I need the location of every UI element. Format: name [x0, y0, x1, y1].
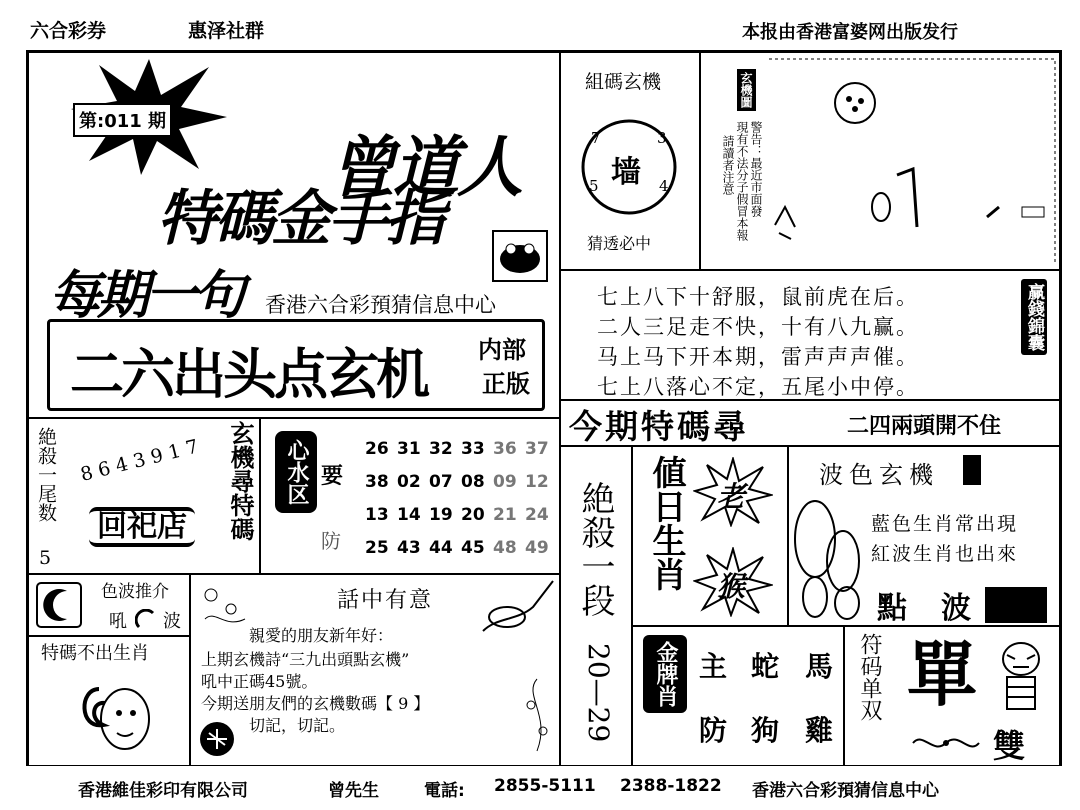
gold-label: 金牌肖	[643, 635, 687, 713]
talk-line-5: 切記，切記。	[249, 716, 346, 735]
combo-center: 墙	[611, 155, 641, 190]
duty-label: 値日生肖	[646, 455, 686, 591]
number-cell: 12	[525, 472, 549, 492]
talk-title: 話中有意	[337, 588, 434, 613]
oddeven-big: 單	[907, 634, 977, 716]
wave-point-2: 波	[941, 591, 971, 626]
main-subtitle: 特碼金手指	[157, 184, 442, 254]
moon-icon	[35, 581, 83, 629]
header-right: 本报由香港富婆网出版发行	[742, 22, 958, 43]
number-cell: 38	[365, 472, 389, 492]
water-label: 心水区	[275, 431, 317, 513]
special-title: 今期特碼尋	[569, 407, 749, 446]
number-cell: 32	[429, 439, 453, 459]
footer-tel-label: 電話:	[424, 781, 465, 801]
footer-company: 香港維佳彩印有限公司	[78, 781, 248, 801]
riddle-text: 二六出头点玄机	[70, 343, 427, 406]
gold-z1: 主	[699, 650, 728, 683]
tail-logo: 回祀店	[89, 507, 195, 547]
seal-icon	[197, 719, 237, 759]
talk-line-4: 今期送朋友們的玄機數碼【 9 】	[201, 694, 430, 713]
ornament-icon	[909, 731, 983, 755]
poem-panel	[560, 270, 1060, 400]
tail-label: 絶殺一尾数	[35, 427, 57, 522]
crescent-icon	[135, 609, 157, 631]
colorwave-title: 色波推介	[101, 582, 169, 602]
tiger-icon	[993, 637, 1049, 717]
combo-n4: 4	[659, 177, 669, 195]
number-cell: 33	[461, 439, 485, 459]
gold-z2: 蛇	[751, 650, 780, 683]
wave-title: 波色玄機	[819, 461, 939, 489]
poem-line-4: 七上八落心不定，五尾小中停。	[597, 375, 919, 399]
special-hint: 二四兩頭開不住	[847, 414, 1002, 439]
wave-panel	[788, 446, 1060, 626]
wave-title-block	[963, 455, 981, 485]
water-tag-guard: 防	[321, 529, 341, 553]
duty-animal-2: 猴	[717, 570, 746, 603]
gold-z5: 狗	[751, 714, 780, 747]
special-strip	[560, 400, 1060, 446]
segment-panel	[560, 446, 632, 766]
puzzle-picture-icon	[767, 57, 1057, 267]
number-cell: 21	[493, 505, 517, 525]
pen-hand-icon	[477, 577, 557, 637]
poem-line-3: 马上马下开本期，雷声声声催。	[597, 345, 919, 369]
combo-n1: 7	[591, 129, 601, 147]
number-cell: 44	[429, 538, 453, 558]
gold-panel	[632, 626, 844, 766]
water-panel	[260, 418, 560, 574]
noshow-label: 特碼不出生肖	[41, 643, 149, 664]
number-cell: 14	[397, 505, 421, 525]
gold-z4: 防	[699, 714, 728, 747]
riddle-tag-internal: 内部	[478, 336, 526, 364]
weekly-phrase: 每期一句	[49, 266, 242, 326]
number-cell: 20	[461, 505, 485, 525]
warning-line2: 現有不法分子假冒本報	[735, 121, 749, 241]
frog-icon	[491, 229, 549, 283]
combo-panel	[560, 52, 700, 270]
puzzle-label: 玄機圖	[737, 69, 756, 111]
number-cell: 07	[429, 472, 453, 492]
combo-n3: 5	[589, 177, 599, 195]
riddle-tag-official: 正版	[482, 370, 530, 398]
header-left2: 惠泽社群	[188, 20, 265, 42]
number-cell: 37	[525, 439, 549, 459]
poem-line-2: 二人三足走不快，十有八九赢。	[597, 315, 919, 339]
wave-line-1: 藍色生肖常出現	[871, 513, 1019, 535]
combo-footer: 猜透必中	[587, 234, 652, 253]
oddeven-small: 雙	[993, 727, 1026, 765]
wave-redact	[985, 587, 1047, 623]
wave-line-2: 紅波生肖也出來	[871, 543, 1019, 565]
puzzle-panel	[700, 52, 1060, 270]
combo-title: 組碼玄機	[585, 71, 662, 93]
poem-line-1: 七上八下十舒服，鼠前虎在后。	[597, 285, 919, 309]
riddle-box	[47, 319, 545, 411]
flower-vine-icon-2	[517, 675, 557, 755]
footer-person: 曾先生	[328, 781, 379, 801]
segment-range: 20—29	[582, 643, 615, 743]
number-cell: 25	[365, 538, 389, 558]
talk-line-3: 吼中正碼45號。	[201, 672, 318, 691]
ram-icon	[69, 669, 169, 761]
number-cell: 24	[525, 505, 549, 525]
issue-badge: 第:011 期	[73, 103, 172, 137]
duty-animal-1: 老	[717, 480, 746, 513]
flower-vine-icon	[195, 579, 255, 639]
number-cell: 49	[525, 538, 549, 558]
tail-panel	[28, 418, 260, 574]
number-cell: 09	[493, 472, 517, 492]
oddeven-panel	[844, 626, 1060, 766]
number-cell: 43	[397, 538, 421, 558]
number-cell: 26	[365, 439, 389, 459]
number-cell: 13	[365, 505, 389, 525]
number-cell: 45	[461, 538, 485, 558]
colorwave-left: 吼	[109, 611, 127, 632]
segment-label: 絶殺一段	[575, 481, 615, 617]
main-title-panel	[28, 52, 560, 418]
header-left1: 六合彩券	[30, 20, 107, 42]
warning-line3: 請讀者注意	[721, 135, 735, 195]
number-cell: 08	[461, 472, 485, 492]
gold-z6: 雞	[805, 714, 834, 747]
talk-line-2: 上期玄機詩“三九出頭點玄機”	[201, 650, 410, 669]
number-cell: 02	[397, 472, 421, 492]
footer-tel-1: 2855-5111	[494, 776, 596, 796]
gold-z3: 馬	[805, 650, 834, 683]
number-cell: 36	[493, 439, 517, 459]
colorwave-panel	[28, 574, 190, 636]
talk-panel	[190, 574, 560, 766]
number-cell: 19	[429, 505, 453, 525]
duty-panel	[632, 446, 788, 626]
poem-side-label: 赢錢錦囊	[1021, 279, 1047, 355]
cactus-icon	[791, 495, 867, 623]
oddeven-label: 符码单双	[857, 633, 882, 721]
number-cell: 31	[397, 439, 421, 459]
center-name: 香港六合彩預猜信息中心	[265, 293, 496, 317]
tail-value: 5	[39, 547, 52, 569]
colorwave-right: 波	[163, 611, 181, 632]
combo-n2: 3	[657, 129, 667, 147]
talk-line-1: 親愛的朋友新年好：	[249, 626, 394, 645]
noshow-panel	[28, 636, 190, 766]
wave-point-1: 點	[877, 591, 907, 626]
main-title: 曾道人	[329, 129, 521, 206]
water-tag-key: 要	[321, 463, 344, 489]
footer-center: 香港六合彩預猜信息中心	[752, 781, 939, 801]
tail-side: 玄機尋特碼	[226, 421, 254, 541]
tail-digits: 8643917	[78, 434, 207, 486]
number-cell: 48	[493, 538, 517, 558]
warning-line1: 警告：最近市面發	[749, 121, 763, 217]
footer-tel-2: 2388-1822	[620, 776, 722, 796]
